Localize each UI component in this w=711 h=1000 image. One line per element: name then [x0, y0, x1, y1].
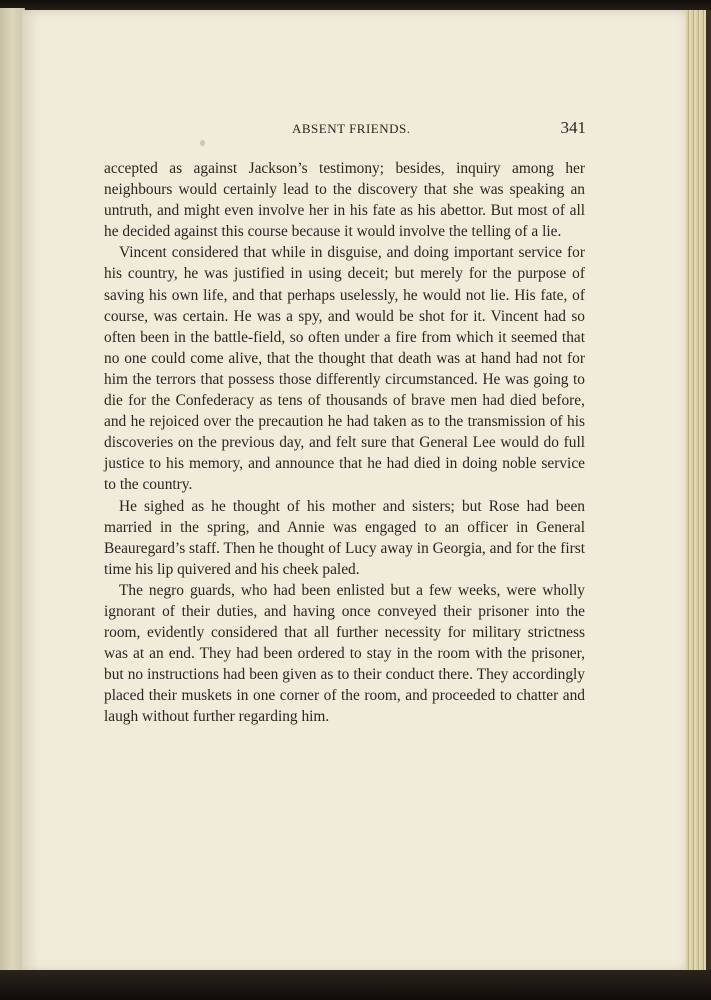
running-head — [102, 118, 586, 142]
right-page-edges — [686, 10, 711, 972]
running-head-title: ABSENT FRIENDS. — [292, 121, 411, 136]
page-number: 341 — [560, 118, 586, 137]
book-page — [22, 10, 688, 972]
body-text — [104, 158, 585, 728]
paragraph-3: He sighed as he thought of his mother and sisters; but Rose had been married in the spring, and Annie was engaged to an officer in General Beauregard’s staff. Then he thought of Lucy away in Georgia, and for the first time his lip quivered and his cheek paled. — [104, 497, 585, 578]
paragraph-1: accepted as against Jackson’s testimony; besides, inquiry among her neighbours would certainly lead to the discovery that she was speaking an untruth, and might even involve her in his fate as his abettor. But most of all he decided against this course because it would involve the telling of a lie. — [104, 160, 585, 241]
bottom-shadow — [0, 970, 711, 1000]
paragraph-2: Vincent considered that while in disguise, and doing important service for his country, he was justified in using deceit; but merely for the purpose of saving his own life, and that perhaps uselessly, he would not lie. His fate, of course, was certain. He was a spy, and would be shot for it. Vincent had so often been in the battle-field, so often under a fire from which it seemed that no one could come alive, that the thought that death was at hand had not for him the terrors that possess those differently circumstanced. He was going to die for the Confederacy as tens of thousands of brave men had died before, and he rejoiced over the precaution he had taken as to the transmission of his discoveries on the previous day, and felt sure that General Lee would do full justice to his memory, and announce that he had died in doing noble service to the country. — [104, 244, 585, 494]
paragraph-4: The negro guards, who had been enlisted but a few weeks, were wholly ignorant of their duties, and having once conveyed their prisoner into the room, evidently considered that all further necessity for military strictness was at an end. They had been ordered to stay in the room with the prisoner, but no instructions had been given as to their conduct there. They accordingly placed their muskets in one corner of the room, and proceeded to chatter and laugh without further regarding him. — [104, 581, 585, 726]
